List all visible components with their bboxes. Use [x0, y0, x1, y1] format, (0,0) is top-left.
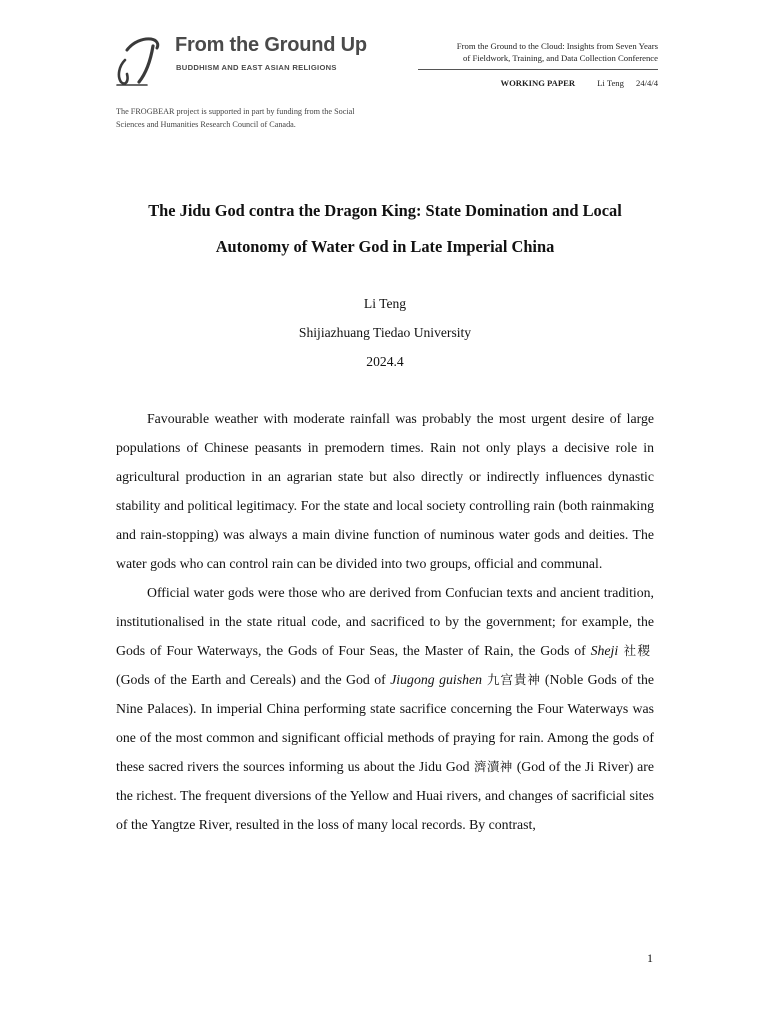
funding-note: The FROGBEAR project is supported in part by funding from the Social Sciences and Humanities Research Council of Canada.	[116, 107, 355, 129]
brush-stroke-logo-icon	[113, 30, 163, 88]
paragraph-2-text-b: (Gods of the Earth and Cereals) and the God of	[116, 672, 386, 687]
paragraph-1: Favourable weather with moderate rainfall was probably the most urgent desire of large populations of Chinese peasants in premodern times. Rain not only plays a decisive role in agricultural production in an agrarian state but also directly or indirectly influences dynastic stability and political legitimacy. For the state and local society controlling rain (both rainmaking and rain-stopping) was always a main divine function of numinous water gods and deities. The water gods who can control rain can be divided into two groups, official and communal.	[116, 411, 654, 571]
paragraph-2-text-d: (God of the Ji River) are the richest. The frequent diversions of the Yellow and Huai rivers, and changes of sacrificial sites of the Yangtze River, resulted in the loss of many local records. By contrast,	[116, 759, 654, 832]
conference-info	[398, 40, 658, 64]
author-name: Li Teng	[363, 296, 407, 311]
term-jidu-chinese: 濟瀆神	[473, 759, 513, 774]
working-paper-line	[500, 78, 658, 88]
running-date: 24/4/4	[636, 78, 658, 88]
logo-subtitle: BUDDHISM AND EAST ASIAN RELIGIONS	[176, 63, 337, 72]
paper-date: 2024.4	[366, 354, 404, 369]
term-jiugong: Jiugong guishen	[390, 672, 482, 687]
frogbear-logo	[113, 30, 373, 90]
term-jiugong-chinese: 九宫貴神	[486, 672, 541, 687]
term-sheji-chinese: 社稷	[622, 643, 650, 658]
working-paper-label: WORKING PAPER	[500, 78, 576, 88]
term-sheji: Sheji	[590, 643, 619, 658]
paragraph-2-text-a: Official water gods were those who are derived from Confucian texts and ancient tradition, institutionalised in the state ritual code, and sacrificed to by the government; for example, the Gods of Four Waterways, the Gods of Four Seas, the Master of Rain, the Gods of	[116, 585, 654, 658]
body-text	[116, 404, 654, 839]
conference-line-2: of Fieldwork, Training, and Data Collection Conference	[463, 53, 658, 63]
paragraph-2	[116, 578, 654, 839]
page-number: 1	[647, 951, 653, 965]
running-author: Li Teng	[597, 78, 624, 88]
paragraph-2-text-c: (Noble Gods of the Nine Palaces). In imperial China performing state sacrifice concerning the Four Waterways was one of the most common and significant official methods of praying for rain. Among the gods of these sacred rivers the sources informing us about the Jidu God	[116, 672, 654, 774]
title-line-1: The Jidu God contra the Dragon King: State Domination and Local	[148, 201, 622, 220]
conference-line-1: From the Ground to the Cloud: Insights from Seven Years	[456, 41, 658, 51]
logo-title: From the Ground Up	[175, 34, 367, 56]
header-divider	[418, 69, 658, 70]
paper-title	[100, 193, 670, 265]
author-affiliation: Shijiazhuang Tiedao University	[298, 325, 472, 340]
title-line-2: Autonomy of Water God in Late Imperial China	[215, 237, 555, 256]
